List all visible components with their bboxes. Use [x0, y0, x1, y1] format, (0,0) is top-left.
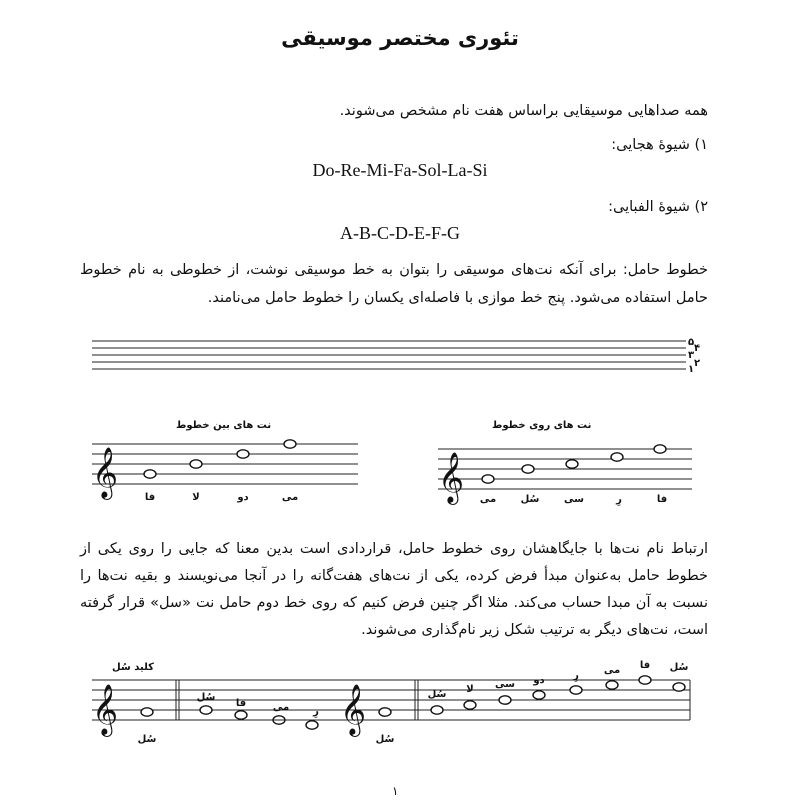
note-label: سُل: [669, 662, 689, 673]
treble-clef-icon: 𝄞: [92, 684, 119, 735]
note-label: می: [479, 494, 497, 505]
between-lines-figure: [92, 420, 358, 503]
alphabetic-notes: A-B-C-D-E-F-G: [340, 223, 460, 243]
note-sol: [141, 708, 153, 716]
note-label: دو: [533, 675, 545, 686]
staff-number-1: ۱: [688, 364, 695, 375]
note-re: [611, 453, 623, 461]
note-label: رِ: [573, 670, 579, 681]
note-mi: [606, 681, 618, 689]
staff-number-3: ۳: [688, 350, 695, 361]
note-la: [464, 701, 476, 709]
note-label: سُل: [375, 734, 395, 745]
note-fa: [639, 676, 651, 684]
note-label: لا: [466, 684, 474, 695]
note-fa: [654, 445, 666, 453]
note-sol: [431, 706, 443, 714]
page-number: ۱: [392, 784, 399, 798]
note-fa: [235, 711, 247, 719]
note-label: می: [272, 702, 290, 713]
on-lines-caption: نت های روی خطوط: [492, 420, 592, 431]
note-label: رِ: [313, 706, 319, 717]
note-re: [306, 721, 318, 729]
note-do: [237, 450, 249, 458]
note-label: دو: [237, 492, 249, 503]
note-sol: [673, 683, 685, 691]
note-label: فا: [656, 494, 668, 505]
relation-paragraph: ارتباط نام نت‌ها با جایگاهشان روی خطوط حامل، قراردادی است بدین معنا که جایی را روی یکی از خطوط حامل به‌عنوان مبدأ فرض کرده، یکی از نت‌های هفت‌گانه را در آنجا می‌نویسند و بقیه نت‌ها را نسبت به آن مبدا حساب می‌کند. مثلا اگر چنین فرض کنیم که روی خط دوم حامل نت «سل» قرار گرفته است، نت‌های دیگر به ترتیب شکل زیر نام‌گذاری می‌شوند.: [80, 541, 708, 638]
syllabic-notes: Do-Re-Mi-Fa-Sol-La-Si: [312, 160, 488, 180]
note-re: [570, 686, 582, 694]
note-sol: [200, 706, 212, 714]
note-sol: [522, 465, 534, 473]
note-do: [533, 691, 545, 699]
note-label: سُل: [427, 689, 447, 700]
note-label: سُل: [520, 494, 540, 505]
staff-number-2: ۲: [694, 358, 701, 369]
note-si: [566, 460, 578, 468]
note-fa: [144, 470, 156, 478]
note-mi: [482, 475, 494, 483]
method2-label: ۲) شیوهٔ الفبایی:: [608, 199, 708, 215]
intro-text: همه صداهایی موسیقایی براساس هفت نام مشخص می‌شوند.: [339, 103, 708, 119]
note-label: سی: [564, 494, 584, 505]
note-label: رِ: [616, 494, 622, 505]
note-mi: [284, 440, 296, 448]
note-label: سُل: [137, 734, 157, 745]
note-label: سُل: [196, 692, 216, 703]
note-label: سی: [495, 679, 515, 690]
note-label: فا: [639, 660, 651, 671]
on-lines-figure: [438, 420, 692, 507]
staff-paragraph: خطوط حامل: برای آنکه نت‌های موسیقی را بتوان به خط موسیقی نوشت، از خطوطی به نام خطوط حامل استفاده می‌شود. پنج خط موازی با فاصله‌ای یکسان را خطوط حامل می‌نامند.: [80, 262, 708, 306]
page-title: تئوری مختصر موسیقی: [281, 26, 519, 50]
note-sol: [379, 708, 391, 716]
note-si: [499, 696, 511, 704]
staff-number-4: ۴: [694, 343, 701, 354]
clef-caption: کلید سُل: [112, 662, 154, 673]
note-label: می: [281, 492, 299, 503]
staff-number-5: ۵: [688, 337, 695, 348]
treble-clef-icon: 𝄞: [340, 684, 367, 735]
plain-staff: [92, 337, 700, 375]
note-label: فا: [144, 492, 156, 503]
note-la: [190, 460, 202, 468]
note-label: فا: [235, 698, 247, 709]
between-lines-caption: نت های بین خطوط: [176, 420, 272, 431]
treble-clef-icon: 𝄞: [438, 452, 465, 503]
naming-figure: [92, 660, 690, 745]
note-label: می: [603, 665, 621, 676]
treble-clef-icon: 𝄞: [92, 447, 119, 498]
method1-label: ۱) شیوهٔ هجایی:: [611, 137, 708, 153]
note-label: لا: [192, 492, 200, 503]
